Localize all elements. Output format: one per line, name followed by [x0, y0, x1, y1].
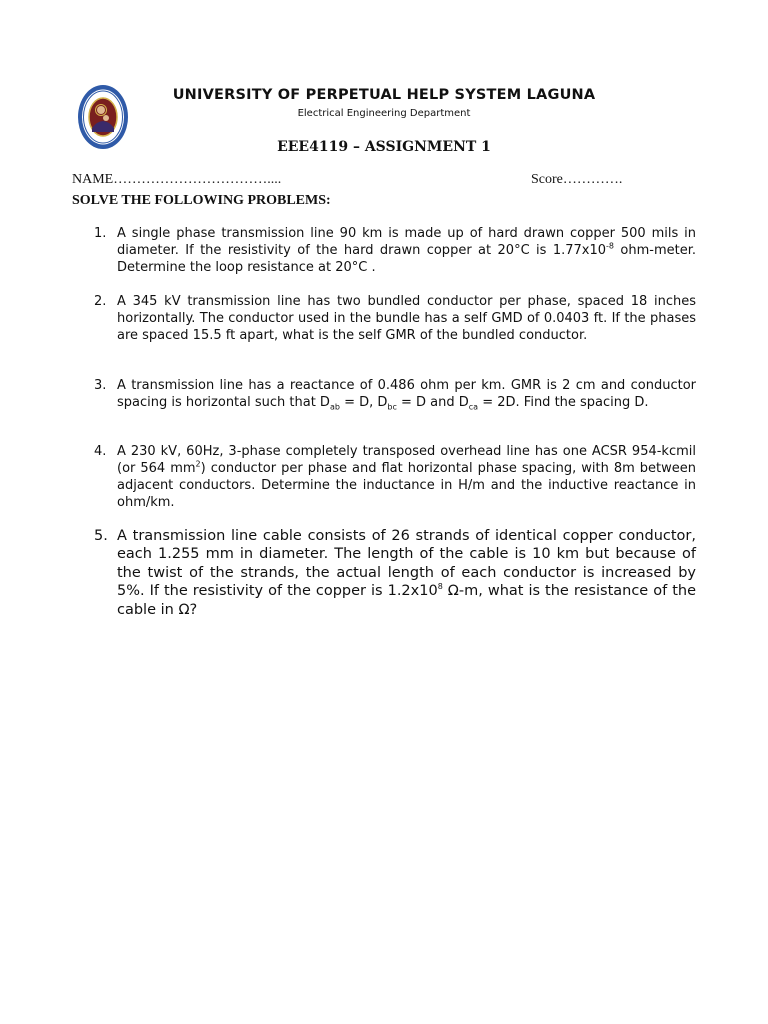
problem-number: 3.	[94, 378, 107, 393]
problem-number: 5.	[94, 528, 108, 544]
problem-text: A single phase transmission line 90 km is made up of hard drawn copper 500 mils in diameter. If the resistivity of the hard drawn copper at 20°C is $1.77x10^{-8}$ ohm-meter. Determine the loop resistance at 20°C .	[117, 226, 696, 275]
problem-text: A 345 kV transmission line has two bundled conductor per phase, spaced 18 inches horizontally. The conductor used in the bundle has a self GMD of 0.0403 ft. If the phases are spaced 15.5 ft apart, what is the self GMR of the bundled conductor.	[117, 294, 696, 343]
problem-item	[94, 377, 696, 411]
problem-item	[94, 527, 696, 619]
problem-text: A transmission line cable consists of 26 strands of identical copper conductor, each 1.255 mm in diameter. The length of the cable is 10 km but because of the twist of the strands, the actual length of each conductor is increased by 5%. If the resistivity of the copper is $1.2x10^8$ Ω-m, what is the resistance of the cable in Ω?	[117, 528, 696, 618]
assignment-title: EEE4119 – ASSIGNMENT 1	[277, 139, 491, 155]
problem-text: A transmission line has a reactance of 0.486 ohm per km. GMR is 2 cm and conductor spacing is horizontal such that $D_{ab} = D$, $D_{bc} = D$ and $D_{ca} = 2D$. Find the spacing D.	[117, 378, 696, 412]
name-field: NAME……………………………....	[72, 172, 282, 187]
problem-text: A 230 kV, 60Hz, 3-phase completely transposed overhead line has one ACSR 954-kcmil (or 564 $mm^2$) conductor per phase and flat horizontal phase spacing, with 8m between adjacent conductors. Determine the inductance in H/m and the inductive reactance in ohm/km.	[117, 444, 696, 510]
instructions-heading: SOLVE THE FOLLOWING PROBLEMS:	[72, 193, 331, 208]
problem-number: 1.	[94, 226, 107, 241]
university-name: UNIVERSITY OF PERPETUAL HELP SYSTEM LAGUNA	[172, 87, 596, 103]
problem-number: 4.	[94, 444, 107, 459]
score-field: Score………….	[531, 172, 623, 187]
problem-item	[94, 225, 696, 276]
problem-number: 2.	[94, 294, 107, 309]
department-name: Electrical Engineering Department	[297, 108, 471, 119]
problem-item	[94, 443, 696, 511]
problem-item	[94, 293, 696, 344]
